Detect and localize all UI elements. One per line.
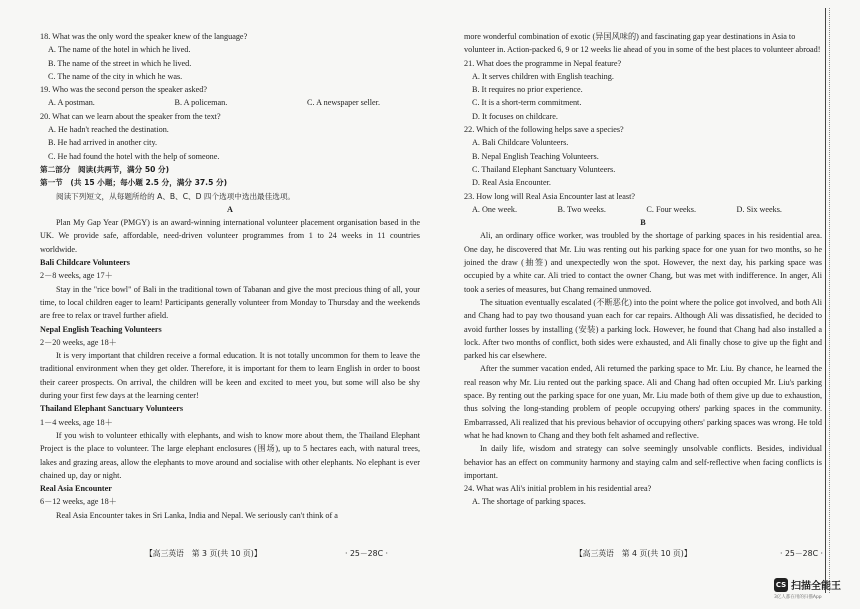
left-footer-code: · 25－28C · — [345, 549, 388, 558]
right-footer-code: · 25－28C · — [780, 549, 823, 558]
text-line: Real Asia Encounter — [40, 484, 112, 494]
binding-dotted-line — [829, 8, 830, 593]
text-line: 24. What was Ali's initial problem in his residential area? — [464, 484, 652, 494]
text-line: Ali, an ordinary office worker, was troubled by the shortage of parking spaces in his residential area. One day, he discovered that Mr. Liu was renting out his parking space for one yuan for two months, so he joined the draw (抽签) and unexpectedly won the spot. However, the next day, his parking space was occupied by a white car. Ali tried to contact the owner Chang, but was met with indifference. In anger, Ali took a series of measures, but Chang remained unmoved. — [464, 231, 822, 294]
text-line: more wonderful combination of exotic (异国风味的) and fascinating gap year destinations in Asia to volunteer in. Action-packed 6, 9 or 12 weeks lie ahead of you in some of the best places to volunteer abroad! — [464, 32, 821, 55]
scanner-subtitle: 3亿人都在用的扫描App — [774, 595, 822, 600]
right-footer-title: 【高三英语 第 4 页(共 10 页)】 — [575, 549, 692, 558]
text-line: After the summer vacation ended, Ali returned the parking space to Mr. Liu. By chance, he learned the real reason why Mr. Liu rented out the parking space. Ali and Chang had often occupied Mr. Liu's parking space. By renting out the parking space for one yuan, Mr. Liu made both of them give up due to exhaustion, thus solving the long-standing problem of people occupying others' parking spaces in the community. Embarrassed, Ali realized that his previous behavior of occupying others' parking spaces was wrong. He told what he had known to Chang and they both felt ashamed and reflective. — [464, 364, 822, 440]
left-column — [40, 30, 420, 522]
text-line: D. Real Asia Encounter. — [472, 178, 551, 188]
text-line: 1－4 weeks, age 18＋ — [40, 417, 113, 427]
text-line: B. It requires no prior experience. — [472, 85, 583, 95]
text-line: 阅读下列短文，从每题所给的 A、B、C、D 四个选项中选出最佳选项。 — [56, 191, 296, 201]
option-text: C. Four weeks. — [646, 204, 696, 214]
text-line: D. It focuses on childcare. — [472, 111, 558, 121]
text-line: 19. Who was the second person the speaker asked? — [40, 85, 207, 95]
text-line: In daily life, wisdom and strategy can solve seemingly unsolvable conflicts. Besides, individual behavior has an effect on community harmony and staying calm and self-reflective when facing conflicts is important. — [464, 444, 822, 480]
option-row — [464, 203, 822, 216]
text-line: B. Nepal English Teaching Volunteers. — [472, 151, 599, 161]
right-column — [464, 30, 822, 509]
option-text: A. A postman. — [48, 98, 95, 108]
text-line: 2－20 weeks, age 18＋ — [40, 337, 117, 347]
option-text: B. Two weeks. — [557, 204, 606, 214]
text-line: C. He had found the hotel with the help of someone. — [48, 151, 220, 161]
text-line: If you wish to volunteer ethically with elephants, and wish to know more about them, the Thailand Elephant Project is the place to volunteer. The large elephant enclosures (围场), up to 5 hectares each, with natural trees, lakes and grazing areas, allow the elephants to move around and socialise with other elephants. No elephant is ever chained up, day or night. — [40, 430, 420, 480]
option-text: B. A policeman. — [174, 98, 228, 108]
binding-line — [825, 8, 826, 593]
text-line: C. It is a short-term commitment. — [472, 98, 582, 108]
scanner-name: 扫描全能王 — [791, 581, 841, 592]
option-row — [40, 96, 420, 109]
option-text: D. Six weeks. — [736, 204, 782, 214]
text-line: It is very important that children receive a formal education. It is not totally uncommon for them to leave the traditional environment when they get older. Therefore, it is important for them to learn English in order to boost their career prospects. On arrival, the children will be keen and excited to meet you, but some will also be shy during your first few days at the learning center! — [40, 351, 420, 401]
text-line: A. It serves children with English teaching. — [472, 71, 614, 81]
text-line: 第一节 (共 15 小题；每小题 2.5 分，满分 37.5 分) — [40, 178, 228, 188]
text-line: 23. How long will Real Asia Encounter last at least? — [464, 191, 635, 201]
option-text: A. One week. — [472, 204, 518, 214]
text-line: B. He had arrived in another city. — [48, 138, 158, 148]
text-line: Plan My Gap Year (PMGY) is an award-winning international volunteer placement organisation based in the UK. We provide safe, affordable, need-driven volunteer programmes from 1 to 24 weeks in 11 countries worldwide. — [40, 218, 420, 254]
text-line: 6－12 weeks, age 18＋ — [40, 497, 117, 507]
scanner-logo-icon: CS — [774, 578, 788, 592]
text-line: C. Thailand Elephant Sanctuary Volunteers. — [472, 164, 616, 174]
text-line: 第二部分 阅读(共两节，满分 50 分) — [40, 164, 170, 174]
text-line: Thailand Elephant Sanctuary Volunteers — [40, 404, 184, 414]
text-line: C. The name of the city in which he was. — [48, 71, 183, 81]
option-text: C. A newspaper seller. — [307, 98, 380, 108]
text-line: 2－8 weeks, age 17＋ — [40, 271, 113, 281]
text-line: The situation eventually escalated (不断恶化) into the point where the police got involved, and both Ali and Chang had to pay two thousand yuan each for car repairs. Although Ali was dissatisfied, he decided to avoid further losses by installing (安装) a parking lock. However, he found that Chang had also installed a lock. After two months of conflict, both sides were exhausted, and Ali finally chose to give up the fight and parked his car elsewhere. — [464, 297, 822, 361]
text-line: A. Bali Childcare Volunteers. — [472, 138, 569, 148]
text-line: A. The shortage of parking spaces. — [472, 497, 586, 507]
text-line: B. The name of the street in which he lived. — [48, 58, 192, 68]
text-line: Bali Childcare Volunteers — [40, 258, 130, 268]
text-line: A — [227, 204, 233, 214]
text-line: 20. What can we learn about the speaker from the text? — [40, 111, 221, 121]
text-line: Real Asia Encounter takes in Sri Lanka, India and Nepal. We seriously can't think of a — [56, 510, 338, 520]
scanner-watermark — [774, 577, 841, 592]
text-line: A. The name of the hotel in which he lived. — [48, 45, 191, 55]
text-line: B — [640, 218, 646, 228]
text-line: 18. What was the only word the speaker knew of the language? — [40, 32, 248, 41]
text-line: 22. Which of the following helps save a species? — [464, 125, 624, 135]
text-line: A. He hadn't reached the destination. — [48, 125, 169, 135]
text-line: Stay in the "rice bowl" of Bali in the traditional town of Tabanan and give the most precious thing of all, your time, to local children eager to learn! Participants generally volunteer from Monday to Thursday and the weekends are free to relax or travel further afield. — [40, 284, 420, 321]
left-footer-title: 【高三英语 第 3 页(共 10 页)】 — [145, 549, 262, 558]
text-line: 21. What does the programme in Nepal feature? — [464, 58, 622, 68]
text-line: Nepal English Teaching Volunteers — [40, 324, 162, 334]
